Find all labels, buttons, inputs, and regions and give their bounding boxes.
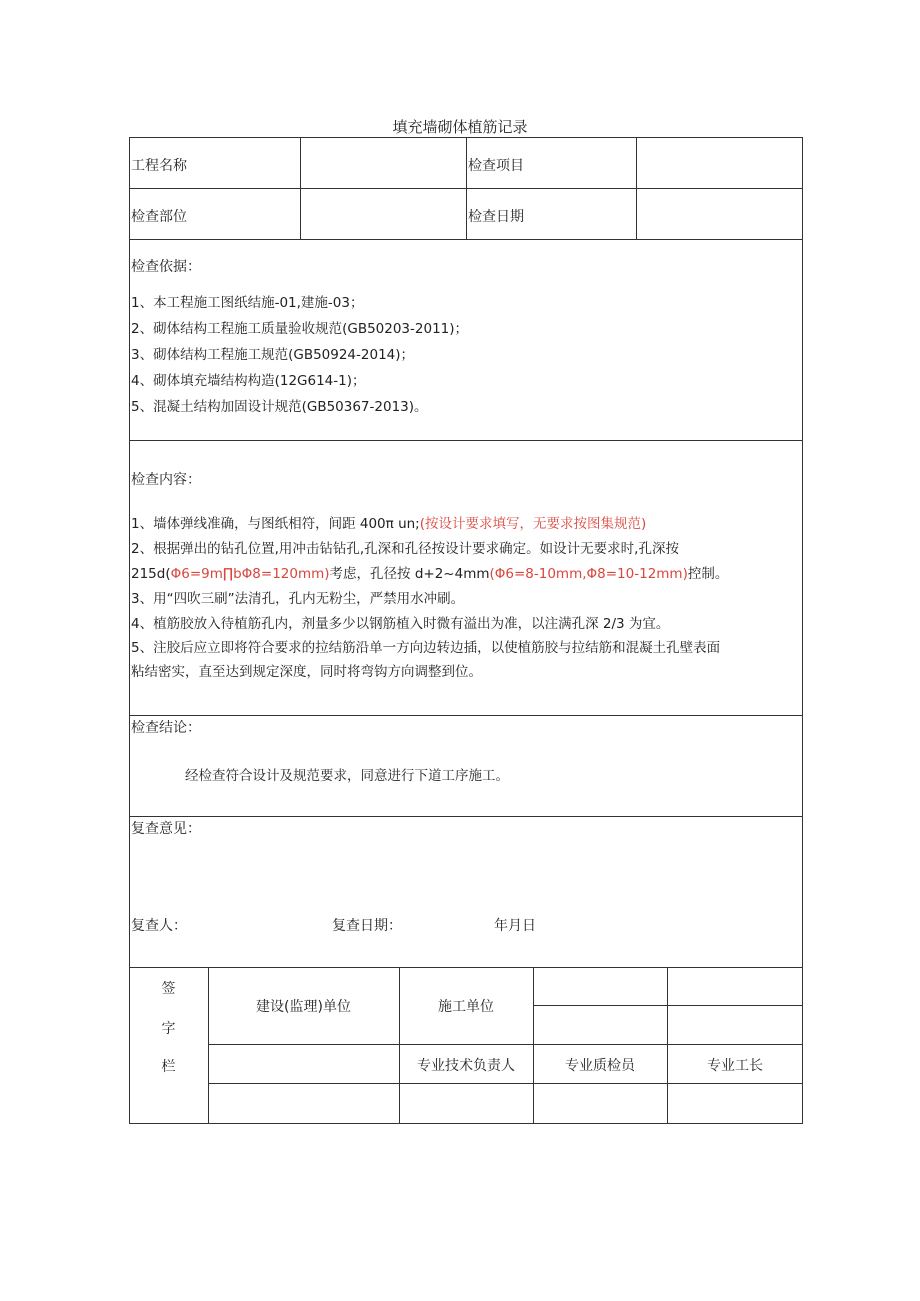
divider — [399, 967, 400, 1124]
signature-side-label: 栏 — [161, 1059, 176, 1075]
signature-block — [129, 967, 803, 1124]
foreman-label: 专业工长 — [707, 1058, 763, 1074]
page-title: 填充墙砌体植筋记录 — [392, 118, 528, 136]
content-line — [131, 562, 728, 587]
content-line: 2、根据弹出的钻孔位置,用冲击钻钻孔,孔深和孔径按设计要求确定。如设计无要求时,孔深按 — [131, 541, 679, 557]
content-line — [131, 512, 646, 537]
divider — [636, 137, 637, 240]
conclusion-heading: 检查结论： — [131, 720, 201, 736]
quality-inspector-label: 专业质检员 — [565, 1058, 635, 1074]
divider — [129, 440, 803, 441]
signature-side-label: 字 — [161, 1021, 176, 1037]
divider — [667, 967, 668, 1124]
signature-side-label: 签 — [161, 981, 176, 997]
check-item-label: 检查项目 — [468, 158, 524, 174]
content-text: 215d( — [131, 566, 171, 582]
divider — [129, 715, 803, 716]
content-line: 3、用“四吹三刷”法清孔，孔内无粉尘，严禁用水冲刷。 — [131, 591, 465, 607]
basis-heading: 检查依据： — [131, 259, 201, 275]
content-line: 5、注胶后应立即将符合要求的拉结筋沿单一方向边转边插，以使植筋胶与拉结筋和混凝土孔壁表面 — [131, 640, 721, 656]
divider — [208, 1044, 803, 1045]
divider — [466, 137, 467, 240]
divider — [208, 967, 209, 1124]
content-line: 粘结密实，直至达到规定深度，同时将弯钩方向调整到位。 — [131, 664, 482, 680]
check-location-label: 检查部位 — [131, 209, 187, 225]
content-note: (按设计要求填写，无要求按图集规范) — [419, 516, 647, 532]
project-name-label: 工程名称 — [131, 158, 187, 174]
content-text: 1、墙体弹线准确，与图纸相符，间距 400π un; — [131, 516, 420, 532]
basis-item: 1、本工程施工图纸结施-01,建施-03； — [131, 295, 364, 311]
tech-lead-label: 专业技术负责人 — [417, 1058, 515, 1074]
content-line: 4、植筋胶放入待植筋孔内，剂量多少以钢筋植入时微有溢出为准，以注满孔深 2/3 为宜。 — [131, 616, 670, 632]
content-text: 控制。 — [687, 566, 729, 582]
divider — [300, 137, 301, 240]
contractor-unit-label: 施工单位 — [438, 999, 494, 1015]
construction-unit-label: 建设(监理)单位 — [256, 999, 351, 1015]
content-text: 考虑，孔径按 d+2~4mm — [329, 566, 490, 582]
review-date-label: 复查日期： — [332, 918, 402, 934]
content-note: (Φ6=8-10mm,Φ8=10-12mm) — [489, 566, 688, 582]
divider — [208, 1083, 803, 1084]
content-note: Φ6=9m∏bΦ8=120mm) — [170, 566, 330, 582]
review-heading: 复查意见： — [131, 821, 201, 837]
conclusion-text: 经检查符合设计及规范要求，同意进行下道工序施工。 — [185, 768, 509, 784]
check-date-label: 检查日期 — [468, 209, 524, 225]
divider — [129, 816, 803, 817]
review-date-placeholder: 年月日 — [494, 918, 536, 934]
divider — [533, 967, 534, 1124]
content-heading: 检查内容： — [131, 472, 201, 488]
basis-item: 2、砌体结构工程施工质量验收规范(GB50203-2011)； — [131, 321, 469, 337]
basis-item: 5、混凝土结构加固设计规范(GB50367-2013)。 — [131, 399, 428, 415]
basis-item: 3、砌体结构工程施工规范(GB50924-2014)； — [131, 347, 415, 363]
divider — [533, 1005, 803, 1006]
basis-item: 4、砌体填充墙结构构造(12G614-1)； — [131, 373, 366, 389]
reviewer-label: 复查人： — [131, 918, 187, 934]
